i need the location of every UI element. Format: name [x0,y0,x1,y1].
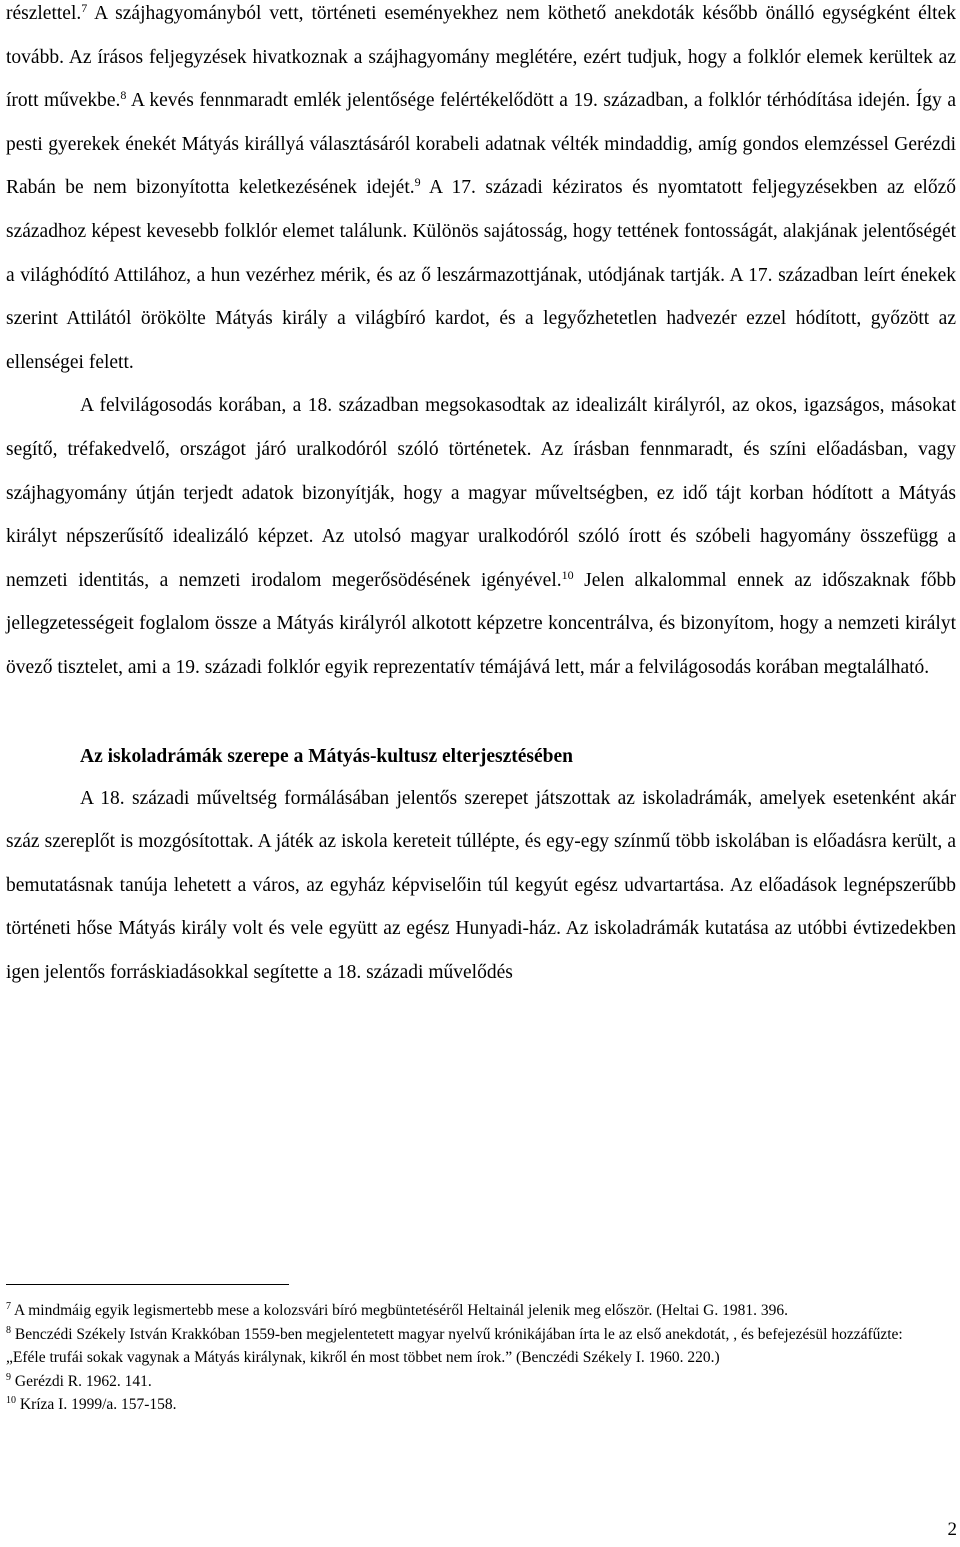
footnote-number: 8 [6,1324,11,1336]
footnote-text: Benczédi Székely István Krakkóban 1559-ben megjelentetett magyar nyelvű krónikájában írta le az első anekdotát, , és befejezésül hozzáfűzte: „Eféle trufái sokak vagynak a Mátyás királynak, kikről én most többet nem írok.” (Benczédi Székely I. 1960. 220.) [6,1325,903,1367]
footnote-text: A mindmáig egyik legismertebb mese a kolozsvári bíró megbüntetéséről Heltainál jelenik meg először. (Heltai G. 1981. 396. [11,1302,788,1319]
text-run: A szájhagyományból vett, történeti eseményekhez nem köthető anekdoták később önálló egységként éltek tovább. Az írásos feljegyzések hivatkoznak a szájhagyomány meglétére, ezért tudjuk, hogy a folklór elemek kerültek az írott művekbe. [6,3,956,112]
footnote-text: Kríza I. 1999/a. 157-158. [16,1396,177,1414]
footnote-7 [6,1299,936,1323]
footnote-number: 9 [6,1371,11,1383]
footnote-separator [6,1284,289,1285]
document-page [6,0,956,994]
footnote-number: 10 [6,1395,16,1407]
footnote-reference[interactable]: 9 [414,175,421,190]
footnote-9 [6,1370,936,1394]
text-run: A 17. századi kéziratos és nyomtatott feljegyzésekben az előző századhoz képest kevesebb folklór elemet találunk. Különös sajátosság, hogy tettének fontosságát, alakjának jelentőségét a világhódító Attilához, a hun vezérhez mérik, és az ő leszármazottjának, utódjának tartják. A 17. században leírt énekek szerint Attilától örökölte Mátyás király a világbíró kardot, és a legyőzhetetlen hadvezér ezzel hódított, győzött az ellenségei felett. [6,177,956,373]
footnote-number: 7 [6,1301,11,1312]
footnote-reference[interactable]: 10 [561,567,574,582]
paragraph-1 [6,0,956,384]
section-heading: Az iskoladrámák szerepe a Mátyás-kultusz elterjesztésében [80,745,574,767]
footnote-reference[interactable]: 8 [120,88,127,103]
footnotes [6,1299,936,1417]
text-run: A felvilágosodás korában, a 18. században megsokasodtak az idealizált királyról, az okos, igazságos, másokat segítő, tréfakedvelő, országot járó uralkodóról szóló történetek. Az írásban fennmaradt, és színi előadásban, vagy szájhagyomány útján terjedt adatok bizonyítják, hogy a magyar műveltségben, ez idő tájt korban hódított a Mátyás királyt népszerűsítő idealizáló képzet. Az utolsó magyar uralkodóról szóló írott és szóbeli hagyomány összefügg a nemzeti identitás, a nemzeti irodalom megerősödésének igényével. [6,395,956,591]
footnote-text: Gerézdi R. 1962. 141. [11,1372,152,1390]
text-run: Jelen alkalommal ennek az időszaknak főbb jellegzetességeit foglalom össze a Mátyás királyról alkotott képzetre koncentrálva, és bizonyítom, hogy a nemzeti királyt övező tisztelet, ami a 19. századi folklór egyik reprezentatív témájává lett, már a felvilágosodás korában megtalálható. [6,569,956,678]
page-number: 2 [947,1519,957,1540]
text-run: részlettel. [6,3,82,24]
text-run: A kevés fennmaradt emlék jelentősége felértékelődött a 19. században, a folklór térhódítása idején. Így a pesti gyerekek énekét Mátyás királlyá választásáról korabeli adatnak vélték mindaddig, amíg gondos elemzéssel Gerézdi Rabán be nem bizonyította keletkezésének idejét. [6,90,956,199]
footnote-10 [6,1393,936,1417]
footnote-8 [6,1323,936,1370]
footnote-reference[interactable]: 7 [81,1,88,15]
section-paragraph: A 18. századi műveltség formálásában jelentős szerepet játszottak az iskoladrámák, amelyek esetenként akár száz szereplőt is mozgósítottak. A játék az iskola kereteit túllépte, és egy-egy színmű több iskolában is előadásra került, a bemutatásnak tanúja lehetett a város, az egyház képviselőin túl kegyút egész udvartartása. Az előadások legnépszerűbb történeti hőse Mátyás király volt és vele együtt az egész Hunyadi-ház. Az iskoladrámák kutatása az utóbbi évtizedekben igen jelentős forráskiadásokkal segítette a 18. századi művelődés [6,787,956,983]
main-text [6,0,956,994]
paragraph-2 [6,384,956,689]
